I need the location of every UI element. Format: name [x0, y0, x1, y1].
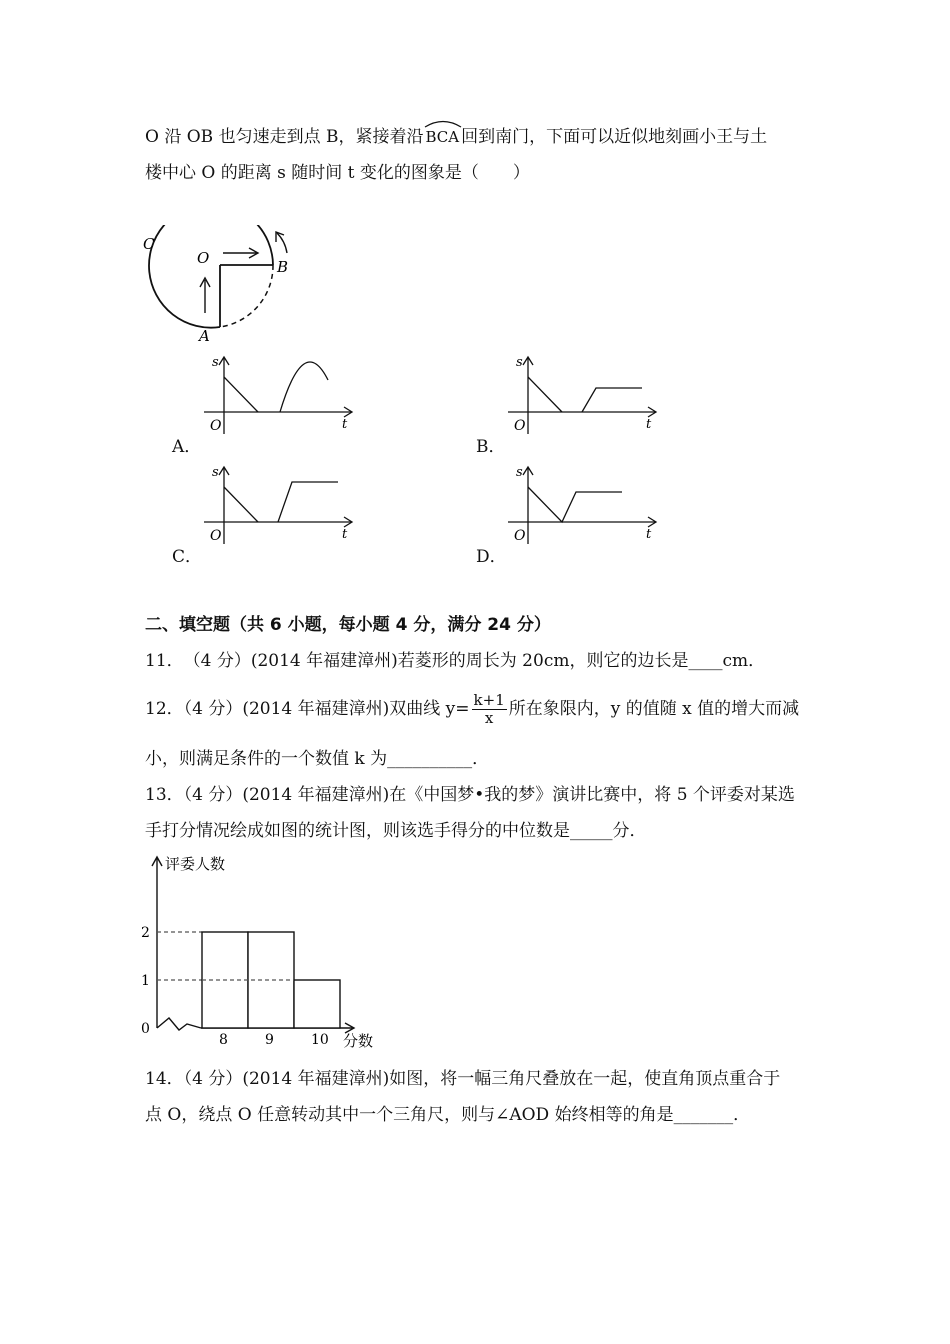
option-a-label: A．: [172, 437, 202, 457]
label-a: A: [199, 327, 210, 345]
axis-origin-label: O: [210, 418, 222, 434]
bar-chart: [135, 852, 395, 1058]
label-c: C: [143, 235, 155, 253]
section-heading: 二、填空题（共 6 小题，每小题 4 分，满分 24 分）: [145, 615, 551, 635]
q14-line1: 14．（4 分）(2014 年福建漳州)如图，将一幅三角尺叠放在一起，使直角顶点重合于: [145, 1069, 781, 1089]
circle-dashed-arc: [220, 265, 273, 327]
q12-fraction: $\frac{k+1}{x}$: [473, 691, 505, 727]
x-tick-label: 10: [311, 1032, 329, 1048]
q12-line2: 小，则满足条件的一个数值 k 为__________．: [145, 749, 490, 769]
arrow-right-icon: [223, 248, 258, 258]
option-b-graph: [500, 352, 670, 442]
label-b: B: [277, 258, 289, 276]
axis-origin-label: O: [514, 528, 526, 544]
q13-line2: 手打分情况绘成如图的统计图，则该选手得分的中位数是_____分．: [145, 821, 647, 841]
axis-y-label: s: [516, 355, 523, 370]
q12-line1: 12．（4 分）(2014 年福建漳州)双曲线 y= $\frac{k+1}{x}$ 所在象限内，y 的值随 x 值的增大而减: [145, 691, 800, 727]
axis-x-label: t: [646, 417, 652, 432]
x-axis-break: [157, 1018, 201, 1030]
axis-y-label: s: [212, 465, 219, 480]
q13-line1: 13．（4 分）(2014 年福建漳州)在《中国梦•我的梦》演讲比赛中，将 5 个评委对某选: [145, 785, 795, 805]
y-tick-label: 0: [141, 1021, 150, 1037]
axis-y-label: s: [516, 465, 523, 480]
label-o: O: [197, 249, 210, 267]
axis-x-label: t: [646, 527, 652, 542]
option-a-graph: [196, 352, 366, 442]
axis-origin-label: O: [210, 528, 222, 544]
option-d-label: D．: [476, 547, 507, 567]
option-c-graph: [196, 462, 366, 552]
circle-figure: [135, 225, 305, 345]
q10-line1: O 沿 OB 也匀速走到点 B，紧接着沿 BCA 回到南门，下面可以近似地刻画小王与土: [145, 126, 767, 148]
chart-xlabel: 分数: [343, 1032, 374, 1050]
axis-x-label: t: [342, 417, 348, 432]
option-d-graph: [500, 462, 670, 552]
axis-y-label: s: [212, 355, 219, 370]
bar: [294, 980, 340, 1028]
x-tick-label: 9: [265, 1032, 274, 1048]
arrow-curve-icon: [276, 232, 287, 253]
axis-x-label: t: [342, 527, 348, 542]
arc-bca: BCA: [423, 126, 461, 148]
chart-ylabel: 评委人数: [165, 855, 226, 873]
y-tick-label: 2: [141, 925, 150, 941]
q10-line2: 楼中心 O 的距离 s 随时间 t 变化的图象是（ ）: [145, 163, 530, 183]
circle-solid-arc: [149, 225, 273, 328]
q11-text: 11． （4 分）(2014 年福建漳州)若菱形的周长为 20cm，则它的边长是____cm．: [145, 651, 766, 671]
q14-line2: 点 O，绕点 O 任意转动其中一个三角尺，则与∠AOD 始终相等的角是_______．: [145, 1105, 751, 1125]
arc-icon: [423, 118, 463, 128]
option-b-label: B．: [476, 437, 506, 457]
arrow-up-icon: [200, 278, 210, 313]
option-c-label: C．: [172, 547, 203, 567]
axis-origin-label: O: [514, 418, 526, 434]
x-tick-label: 8: [219, 1032, 228, 1048]
y-tick-label: 1: [141, 973, 150, 989]
